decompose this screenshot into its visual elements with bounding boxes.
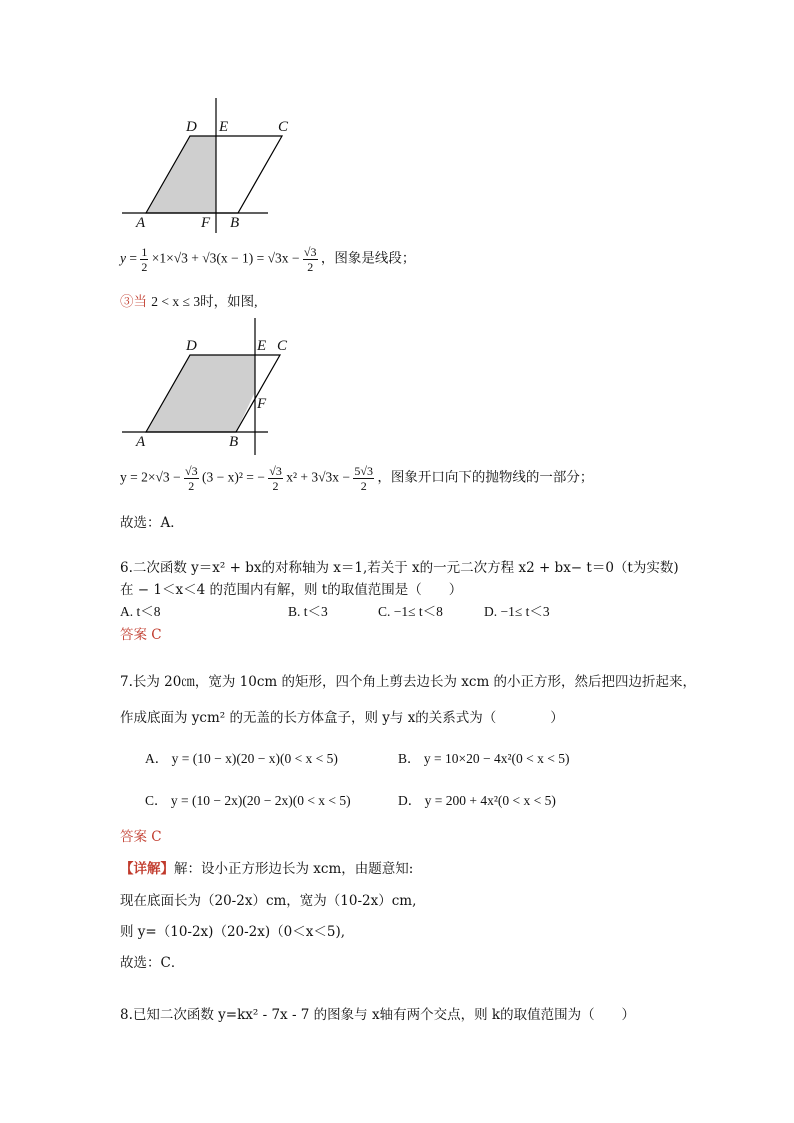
q7-line-1: 7.长为 20㎝，宽为 10cm 的矩形，四个角上剪去边长为 xcm 的小正方形，然后把四边折起来， [120, 674, 697, 690]
q7-detail-line-2: 现在底面长为（20-2x）cm，宽为（10-2x）cm, [120, 893, 417, 909]
eq2-middle-1: (3 − x)² = − [201, 469, 265, 485]
fig2-label-B: B [229, 434, 239, 450]
case-3-marker: ③当 [120, 294, 147, 310]
fig2-label-C: C [277, 338, 288, 354]
q7-option-d: D． y = 200 + 4x²(0 < x < 5) [398, 793, 556, 808]
q7-option-c: C． y = (10 − 2x)(20 − 2x)(0 < x < 5) [145, 793, 351, 808]
fig1-label-A: A [136, 215, 146, 231]
q6-option-c: C. −1≤ t＜8 [378, 604, 443, 619]
eq1-middle: ×1×√3 + √3(x − 1) = √3x − [151, 250, 300, 266]
q7-detail-line-4: 故选：C． [120, 955, 185, 971]
equation-2 [120, 465, 593, 492]
q6-option-d: D. −1≤ t＜3 [484, 604, 550, 619]
fig1-label-B: B [230, 215, 240, 231]
q7-option-a: A． y = (10 − x)(20 − x)(0 < x < 5) [145, 751, 338, 766]
equation-1: y = $\frac{1}{2}$ ×1×√3 + √3(x − 1) = √3x − $\frac{√3}{2}$ ，图象是线段； [120, 245, 416, 274]
eq1-fraction-root: $\frac{√3}{2}$ [303, 245, 317, 274]
eq2-fraction-3: $\frac{5√3}{2}$ [354, 464, 373, 493]
eq2-lhs: y = 2×√3 − [120, 469, 181, 485]
eq2-fraction-1: $\frac{√3}{2}$ [185, 464, 198, 493]
eq2-middle-2: x² + 3√3x − [286, 469, 351, 485]
q7-detail-line-1 [120, 857, 413, 877]
eq1-fraction-half: $\frac{1}{2}$ [141, 245, 148, 274]
fig2-label-A: A [136, 434, 146, 450]
eq2-tail: ，图象开口向下的抛物线的一部分； [377, 469, 594, 485]
q7-option-b: B． y = 10×20 − 4x²(0 < x < 5) [398, 751, 570, 766]
fig1-label-F: F [201, 215, 211, 231]
q7-detail-line-3: 则 y=（10-2x)（20-2x)（0＜x＜5), [120, 924, 345, 940]
q6-option-a: A. t＜8 [120, 604, 161, 619]
fig1-label-C: C [278, 119, 289, 135]
case-3-condition: 2 < x ≤ 3时，如图, [151, 294, 258, 309]
q7-detail-text-1: 解：设小正方形边长为 xcm，由题意知: [174, 861, 414, 877]
fig2-label-E: E [257, 338, 267, 354]
q7-line-2: 作成底面为 ycm² 的无盖的长方体盒子，则 y与 x的关系式为（ ） [120, 710, 564, 726]
eq1-tail: ，图象是线段； [320, 250, 416, 266]
fig2-label-F: F [257, 396, 267, 412]
q6-answer: 答案 C [120, 627, 162, 643]
answer-5: 故选：A． [120, 515, 184, 531]
q6-line-2: 在 − 1＜x＜4 的范围内有解，则 t的取值范围是（ ） [120, 582, 463, 598]
q7-answer: 答案 C [120, 829, 162, 845]
figure-2-shaded-region [146, 355, 255, 432]
q7-detail-tag: 【详解】 [120, 861, 174, 877]
eq2-fraction-2: $\frac{√3}{2}$ [269, 464, 282, 493]
q6-option-b: B. t＜3 [288, 604, 328, 619]
q6-line-1: 6.二次函数 y＝x² + bx的对称轴为 x＝1,若关于 x的一元二次方程 x2 + bx− t＝0（t为实数) [120, 560, 679, 576]
eq1-y: y [120, 250, 126, 266]
fig1-label-E: E [219, 119, 229, 135]
fig1-label-D: D [186, 119, 197, 135]
q8-line-1: 8.已知二次函数 y=kx² - 7x - 7 的图象与 x轴有两个交点，则 k的取值范围为（ ） [120, 1007, 636, 1023]
fig2-label-D: D [186, 338, 197, 354]
